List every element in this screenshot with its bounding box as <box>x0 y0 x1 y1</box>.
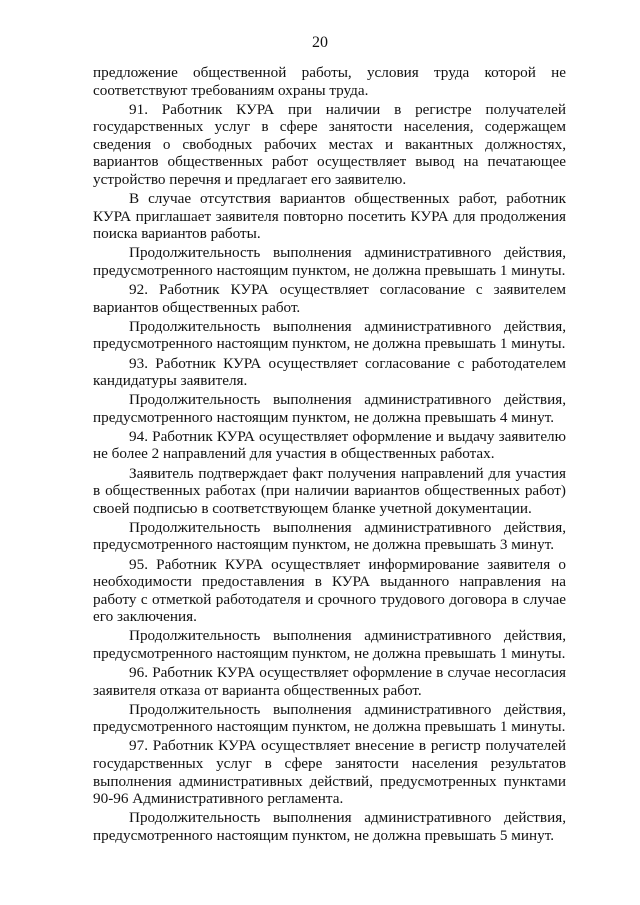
paragraph-item-95: 95. Работник КУРА осуществляет информирование заявителя о необходимости предоставления в КУРА выданного направления на работу с отметкой работодателя и срочного трудового договора в случае его заключения. <box>93 555 566 626</box>
paragraph-duration: Продолжительность выполнения административного действия, предусмотренного настоящим пунктом, не должна превышать 4 минут. <box>93 391 566 426</box>
paragraph-item-92: 92. Работник КУРА осуществляет согласование с заявителем вариантов общественных работ. <box>93 281 566 316</box>
paragraph-duration: Продолжительность выполнения административного действия, предусмотренного настоящим пунктом, не должна превышать 1 минуты. <box>93 244 566 280</box>
paragraph-duration: Продолжительность выполнения административного действия, предусмотренного настоящим пунктом, не должна превышать 1 минуты. <box>93 627 566 662</box>
paragraph: В случае отсутствия вариантов общественных работ, работник КУРА приглашает заявителя повторно посетить КУРА для продолжения поиска вариантов работы. <box>93 190 566 243</box>
paragraph-duration: Продолжительность выполнения административного действия, предусмотренного настоящим пунктом, не должна превышать 5 минут. <box>93 809 566 844</box>
paragraph-duration: Продолжительность выполнения административного действия, предусмотренного настоящим пунктом, не должна превышать 3 минут. <box>93 518 566 554</box>
paragraph-continuation: предложение общественной работы, условия труда которой не соответствуют требованиям охраны труда. <box>93 64 566 99</box>
paragraph: Заявитель подтверждает факт получения направлений для участия в общественных работах (при наличии вариантов общественных работ) своей подписью в соответствующем бланке учетной документации. <box>93 464 566 517</box>
paragraph-item-93: 93. Работник КУРА осуществляет согласование с работодателем кандидатуры заявителя. <box>93 354 566 390</box>
paragraph-item-91: 91. Работник КУРА при наличии в регистре получателей государственных услуг в сфере занятости населения, содержащем сведения о свободных рабочих местах и вакантных должностях, вариантов общественных работ осуществляет вывод на печатающее устройство перечня и предлагает его заявителю. <box>93 100 566 189</box>
page-number: 20 <box>312 34 328 51</box>
document-body <box>93 64 566 845</box>
paragraph-item-97: 97. Работник КУРА осуществляет внесение в регистр получателей государственных услуг в сфере занятости населения результатов выполнения административных действий, предусмотренных пунктами 90-96 Административного регламента. <box>93 737 566 808</box>
paragraph-item-96: 96. Работник КУРА осуществляет оформление в случае несогласия заявителя отказа от варианта общественных работ. <box>93 664 566 699</box>
paragraph-duration: Продолжительность выполнения административного действия, предусмотренного настоящим пунктом, не должна превышать 1 минуты. <box>93 700 566 736</box>
paragraph-duration: Продолжительность выполнения административного действия, предусмотренного настоящим пунктом, не должна превышать 1 минуты. <box>93 317 566 353</box>
paragraph-item-94: 94. Работник КУРА осуществляет оформление и выдачу заявителю не более 2 направлений для участия в общественных работах. <box>93 427 566 463</box>
